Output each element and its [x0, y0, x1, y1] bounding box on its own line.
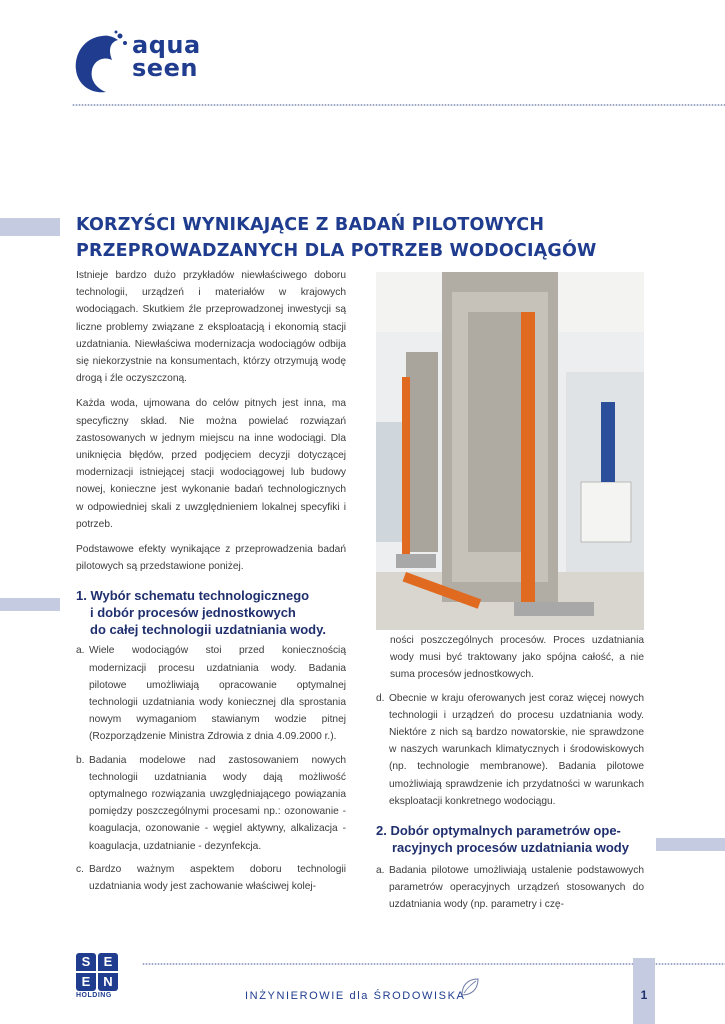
list-item-text: Bardzo ważnym aspektem doboru technologii uzdatniania wody jest zachowanie właściwej kolej- [89, 863, 346, 893]
seen-block-e2: E [76, 973, 96, 991]
seen-grid [76, 953, 118, 991]
list-item [76, 642, 346, 745]
logo-line1: aqua [132, 31, 201, 59]
list-item-label: b. [76, 754, 85, 766]
list-item-label: a. [76, 645, 85, 657]
section2-heading-line1: 2. Dobór optymalnych parametrów ope- [376, 823, 621, 839]
section1-heading-line3: do całej technologii uzdatniania wody. [90, 622, 326, 638]
seen-block-e1: E [98, 953, 118, 971]
seen-holding-logo [76, 953, 124, 1001]
intro-paragraph-2: Każda woda, ujmowana do celów pitnych jest inna, ma specyficzny skład. Nie można powielać rozwiązań zastosowanych w jednym miejscu na inne wodociągi. Dla uniknięcia błędów, przed podjęciem decyzji dotyczącej modernizacji istniejącej stacji wodociągowej lub budowy nowej, konieczne jest wykonanie badań technologicznych w odpowiedniej skali z uwzględnieniem lokalnej specyfiki i potrzeb. [76, 398, 346, 530]
pilot-plant-photo [376, 272, 644, 630]
page-number: 1 [640, 988, 648, 1002]
list-item-label: a. [376, 865, 385, 877]
continuation-text: ności poszczególnych procesów. Proces uzdatniania wody musi być traktowany jako spójna całość, a nie suma procesów jednostkowych. [390, 635, 644, 681]
right-column [376, 632, 644, 920]
header-dotted-rule [72, 103, 725, 107]
logo-wordmark [132, 31, 201, 82]
section1-heading-line1: 1. Wybór schematu technologicznego [76, 588, 310, 604]
intro-paragraph-3: Podstawowe efekty wynikające z przeprowadzenia badań pilotowych są przedstawione poniżej. [76, 544, 346, 573]
section2-heading [376, 822, 644, 856]
section2-right-bar [656, 838, 725, 851]
title-left-bar [0, 218, 60, 236]
list-item [376, 862, 644, 914]
footer-brand-text: INŻYNIEROWIE dla ŚRODOWISKA [245, 990, 466, 1002]
list-item-label: c. [76, 863, 84, 875]
section1-heading [76, 587, 346, 638]
list-item-text: Badania pilotowe umożliwiają ustalenie podstawowych parametrów operacyjnych urządzeń stosowanych do uzdatniania wody (np. parametry i czę- [389, 865, 644, 911]
list-item [76, 752, 346, 855]
title-line2: PRZEPROWADZANYCH DLA POTRZEB WODOCIĄGÓW [76, 241, 597, 261]
seen-block-s: S [76, 953, 96, 971]
seen-block-n: N [98, 973, 118, 991]
left-column [76, 267, 346, 901]
list-item-text: Obecnie w kraju oferowanych jest coraz więcej nowych technologii i urządzeń do procesu uzdatniania wody. Niektóre z nich są bardzo nowatorskie, nie sprawdzone w naszych warunkach klimatycznych i środowiskowych (np. technologie membranowe). Badania pilotowe umożliwiają sprawdzenie ich przydatności w warunkach eksploatacji konkretnego wodociągu. [389, 692, 644, 807]
list-item [76, 861, 346, 895]
section2-heading-line2: racyjnych procesów uzdatniania wody [392, 840, 629, 856]
list-item-text: Wiele wodociągów stoi przed koniecznością modernizacji procesu uzdatniania wody. Badania pilotowe umożliwiają opracowanie optymalnej technologii uzdatniania wody koniecznej dla sprostania nowym wymaganiom stawianym wodzie pitnej (Rozporządzenie Ministra Zdrowia z dnia 4.09.2000 r.). [89, 645, 346, 743]
page-title [76, 212, 676, 264]
logo-line2: seen [132, 54, 198, 82]
section1-heading-line2: i dobór procesów jednostkowych [90, 605, 296, 621]
pilot-plant-illustration [376, 272, 644, 630]
aquaseen-wave-icon [72, 30, 132, 96]
list-item-label: d. [376, 692, 385, 704]
intro-paragraph-1: Istnieje bardzo dużo przykładów niewłaściwego doboru technologii, urządzeń i materiałów w krajowych wodociągach. Skutkiem źle przeprowadzonej inwestycji są liczne problemy związane z eksploatacją i ekonomią stacji uzdatniania. Niewłaściwa modernizacja wodociągów odbija się niekorzystnie na konsumentach, którzy otrzymują wodę drogą i źle oczyszczoną. [76, 270, 346, 385]
list-item [376, 690, 644, 810]
aquaseen-logo [72, 30, 242, 100]
title-line1: KORZYŚCI WYNIKAJĄCE Z BADAŃ PILOTOWYCH [76, 215, 545, 235]
intro-left-bar [0, 598, 60, 611]
seen-holding-label: HOLDING [76, 992, 112, 999]
leaf-icon [458, 975, 484, 1001]
list-item-text: Badania modelowe nad zastosowaniem nowych technologii uzdatniania wody dają możliwość optymalnego rozwiązania uwzględniającego powiązania pomiędzy poszczególnymi procesami np.: ozonowanie - koagulacja, ozonowanie - węgiel aktywny, alkalizacja - koagulacja, uzdatnianie - dezynfekcja. [89, 754, 346, 852]
